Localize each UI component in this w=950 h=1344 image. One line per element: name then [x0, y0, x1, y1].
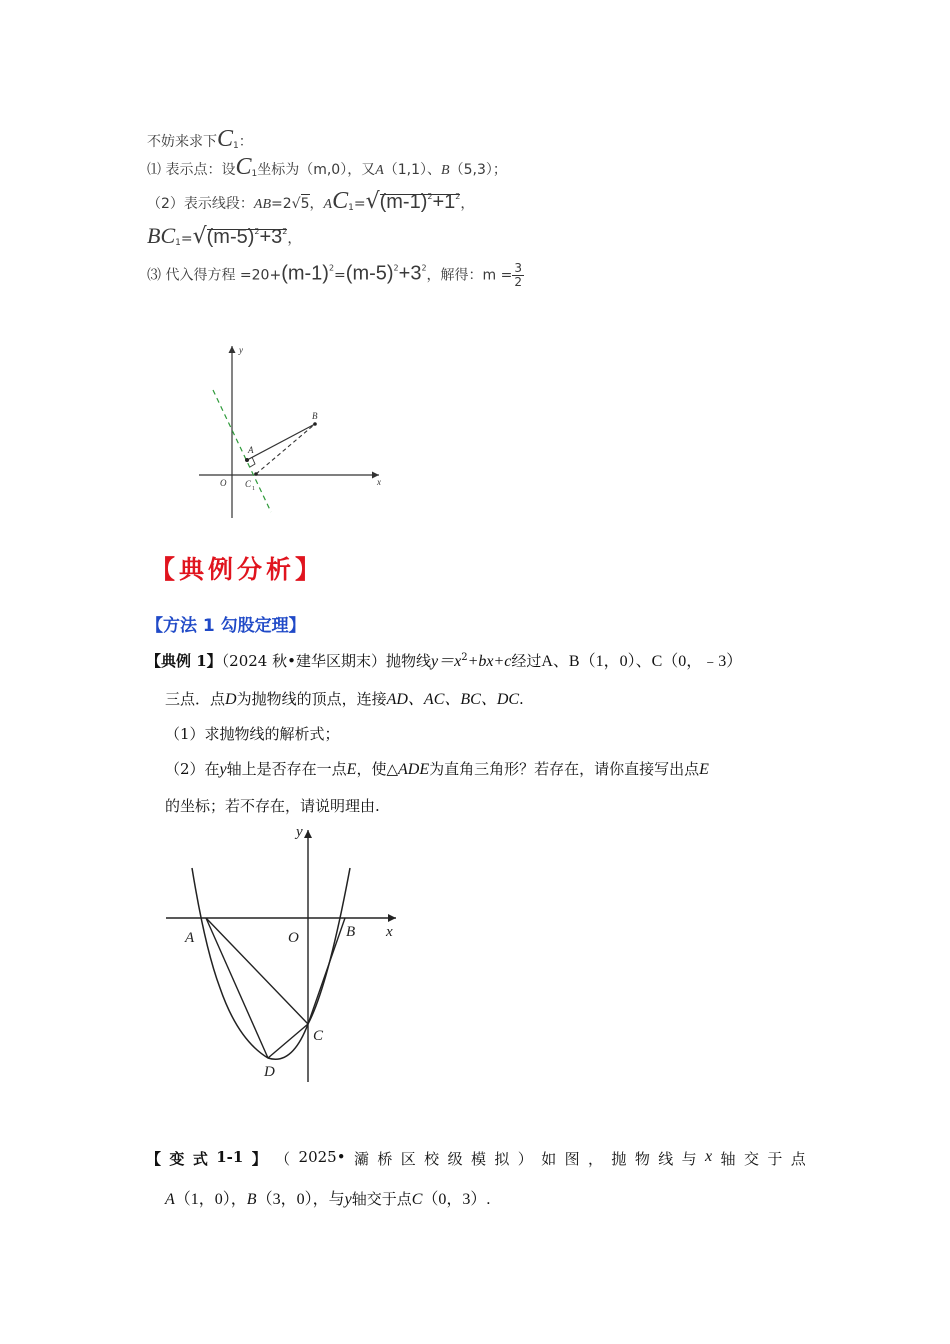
comma: ， — [309, 196, 324, 212]
segments: AD、AC、BC、DC — [386, 691, 520, 708]
step1-mid: 坐标为（m,0），又 — [257, 162, 376, 178]
variant-tag: 变 — [169, 1150, 185, 1168]
x-label: x — [386, 924, 393, 940]
c1-label: C — [245, 479, 252, 489]
point-d: D — [225, 691, 237, 708]
figure-1-coordinate-diagram — [195, 340, 395, 520]
intro-text: 不妨来求下 — [147, 134, 217, 150]
square: 2 — [328, 263, 335, 273]
point-c-coord: （0，3）. — [422, 1191, 491, 1208]
variant-source: 模 — [470, 1150, 486, 1168]
ab-eq: =2 — [271, 196, 292, 212]
points-text: A、B（1，0）、C（0，﹣3） — [541, 653, 743, 670]
point-b-dot — [313, 422, 317, 426]
square: 2 — [393, 263, 399, 273]
step1-prefix: ⑴ 表示点：设 — [147, 162, 236, 178]
variant-text: 轴 — [720, 1150, 736, 1168]
y-axis-ref: y — [344, 1191, 352, 1208]
example1-line-2 — [165, 686, 524, 709]
q2-text-d: 为直角三角形？若存在，请你直接写出点 — [429, 760, 700, 778]
x-label: x — [377, 477, 381, 487]
point-a-dot — [245, 458, 249, 462]
y-axis-arrow — [229, 346, 236, 353]
a-label: A — [248, 445, 254, 455]
variant-text: 于 — [767, 1150, 783, 1168]
b-label: B — [346, 924, 356, 940]
variant-text: 交 — [743, 1150, 759, 1168]
square: 2 — [421, 263, 427, 273]
variant-source: 区 — [400, 1150, 416, 1168]
parabola-eq: y＝x — [430, 653, 462, 670]
intro-step-1 — [147, 154, 507, 181]
step3-eq: = — [334, 267, 346, 284]
eq-superscript: 2 — [461, 652, 468, 663]
y-axis-arrow — [304, 830, 312, 838]
perpendicular-dashed-line — [213, 390, 271, 512]
example1-line-1 — [146, 648, 742, 671]
point-b: B — [441, 163, 450, 178]
c1-label-sub: 1 — [252, 486, 255, 492]
origin-label: O — [288, 930, 299, 946]
point-e: E — [346, 761, 357, 778]
step2-prefix: （2）表示线段： — [147, 196, 254, 212]
a-label: A — [185, 930, 195, 946]
variant-source: ） — [517, 1150, 533, 1168]
segment-bc1 — [256, 424, 315, 474]
variant-text: 抛 — [611, 1150, 627, 1168]
segment-ab — [247, 424, 315, 460]
square: 2 — [282, 227, 288, 236]
variant-text: ， — [588, 1150, 604, 1168]
step3-expr1: (m-1) — [281, 262, 329, 285]
method-title: 【方法 1 勾股定理】 — [146, 616, 306, 636]
square: 2 — [455, 192, 461, 201]
sqrt5: 5 — [300, 196, 310, 212]
segment-dc — [268, 1024, 308, 1058]
c1-subscript: 1 — [348, 203, 354, 213]
point-c1-dot — [254, 472, 258, 476]
variant-line-1 — [146, 1148, 806, 1169]
c1-subscript: 1 — [251, 169, 258, 179]
point-a: A — [165, 1191, 175, 1208]
intro-step-2: （2）表示线段：AB=2√5，$AC_1=√(m-1)^2+1^2$， — [147, 188, 475, 214]
variant-text: 图 — [564, 1150, 580, 1168]
d-label: D — [264, 1064, 275, 1080]
variant-source: 桥 — [377, 1150, 393, 1168]
line2-text-b: 为抛物线的顶点，连接 — [236, 690, 387, 708]
segment-bc — [308, 918, 345, 1024]
variant-text: 如 — [541, 1150, 557, 1168]
step3-tail: +3 — [398, 262, 422, 285]
variant-text: 轴交于点 — [351, 1190, 412, 1208]
step3-solve: ，解得：m = — [426, 267, 513, 284]
c-label: C — [313, 1028, 324, 1044]
point-c: C — [411, 1191, 423, 1208]
x-axis-arrow — [388, 914, 396, 922]
variant-text: 与 — [681, 1150, 697, 1168]
point-e: E — [699, 761, 709, 778]
line2-end: . — [519, 690, 524, 708]
fraction-numerator: 3 — [514, 261, 523, 275]
c1-subscript: 1 — [233, 141, 239, 151]
variant-text: 线 — [658, 1150, 674, 1168]
c1-symbol: C — [235, 154, 252, 180]
fraction-denominator: 2 — [514, 275, 523, 289]
square: 2 — [427, 192, 433, 201]
c1-symbol: C — [332, 188, 349, 214]
variant-tag: 1-1 — [216, 1148, 244, 1166]
sqrt-sign: √ — [365, 189, 380, 214]
point-a-coord: （1，0）， — [174, 1191, 247, 1208]
point-a: A — [323, 197, 333, 212]
figure-2-parabola-diagram — [160, 818, 410, 1088]
square: 2 — [254, 227, 260, 236]
parabola-eq-tail: +bx+c — [467, 653, 512, 670]
line2-text: 三点．点 — [165, 690, 226, 708]
question-2-cont: 的坐标；若不存在，请说明理由. — [165, 797, 380, 815]
intro-step-3 — [147, 262, 524, 289]
variant-text: 物 — [634, 1150, 650, 1168]
variant-x: x — [705, 1148, 713, 1165]
sqrt-sign: √ — [291, 196, 301, 212]
ac-tail: +1 — [432, 191, 456, 213]
section-title: 【典例分析】 — [150, 555, 325, 584]
example-tag: 【典例 1】 — [146, 652, 222, 670]
point-a-coord: （1,1）、 — [383, 162, 442, 178]
ac-expr: (m-1) — [379, 191, 428, 213]
fraction-3-2 — [512, 262, 524, 289]
intro-line-0 — [147, 126, 253, 153]
c1-subscript: 1 — [175, 238, 181, 248]
passes-text: 经过 — [511, 652, 542, 670]
c1-symbol: C — [217, 126, 234, 152]
bc-eq: = — [180, 231, 193, 247]
step3-expr2: (m-5) — [345, 262, 394, 285]
q2-text-a: （2）在 — [165, 760, 220, 778]
variant-source: 2025• — [298, 1148, 346, 1166]
point-b-coord: （5,3）； — [449, 162, 507, 178]
sqrt-sign: √ — [192, 224, 207, 249]
point-b-coord: （3，0），与 — [256, 1191, 345, 1208]
variant-text: 点 — [790, 1150, 806, 1168]
variant-bracket: 】 — [251, 1150, 267, 1168]
point-b: B — [246, 1191, 257, 1208]
variant-source: 拟 — [494, 1150, 510, 1168]
y-axis-ref: y — [219, 761, 227, 778]
question-1: （1）求抛物线的解析式； — [165, 725, 340, 743]
origin-label: O — [220, 478, 227, 488]
segment-ab: AB — [253, 197, 272, 212]
intro-bc-line: $BC_1=√(m-5)^2+3^2$， — [147, 223, 302, 249]
triangle-ade: ADE — [398, 761, 430, 778]
q2-text-c: ，使△ — [356, 760, 398, 778]
variant-line-2 — [165, 1186, 490, 1209]
step3-prefix: ⑶ 代入得方程 =20+ — [147, 267, 282, 284]
segment-bc: BC — [147, 223, 176, 248]
variant-tag: 式 — [192, 1150, 208, 1168]
y-label: y — [296, 824, 303, 840]
example-source: （2024 秋•建华区期末）抛物线 — [221, 652, 431, 670]
q2-text-b: 轴上是否存在一点 — [226, 760, 347, 778]
point-a: A — [375, 163, 384, 178]
parabola-curve — [192, 868, 350, 1059]
variant-source: 级 — [447, 1150, 463, 1168]
segment-ad — [206, 918, 268, 1058]
variant-source: （ — [275, 1150, 291, 1168]
variant-bracket: 【 — [146, 1150, 162, 1168]
colon: ： — [238, 134, 253, 150]
variant-source: 灞 — [353, 1150, 369, 1168]
variant-source: 校 — [424, 1150, 440, 1168]
b-label: B — [312, 411, 318, 421]
question-2 — [165, 758, 709, 779]
y-label: y — [239, 345, 243, 355]
bc-tail: +3 — [259, 226, 283, 248]
bc-expr: (m-5) — [206, 226, 255, 248]
ac-eq: = — [353, 196, 366, 212]
